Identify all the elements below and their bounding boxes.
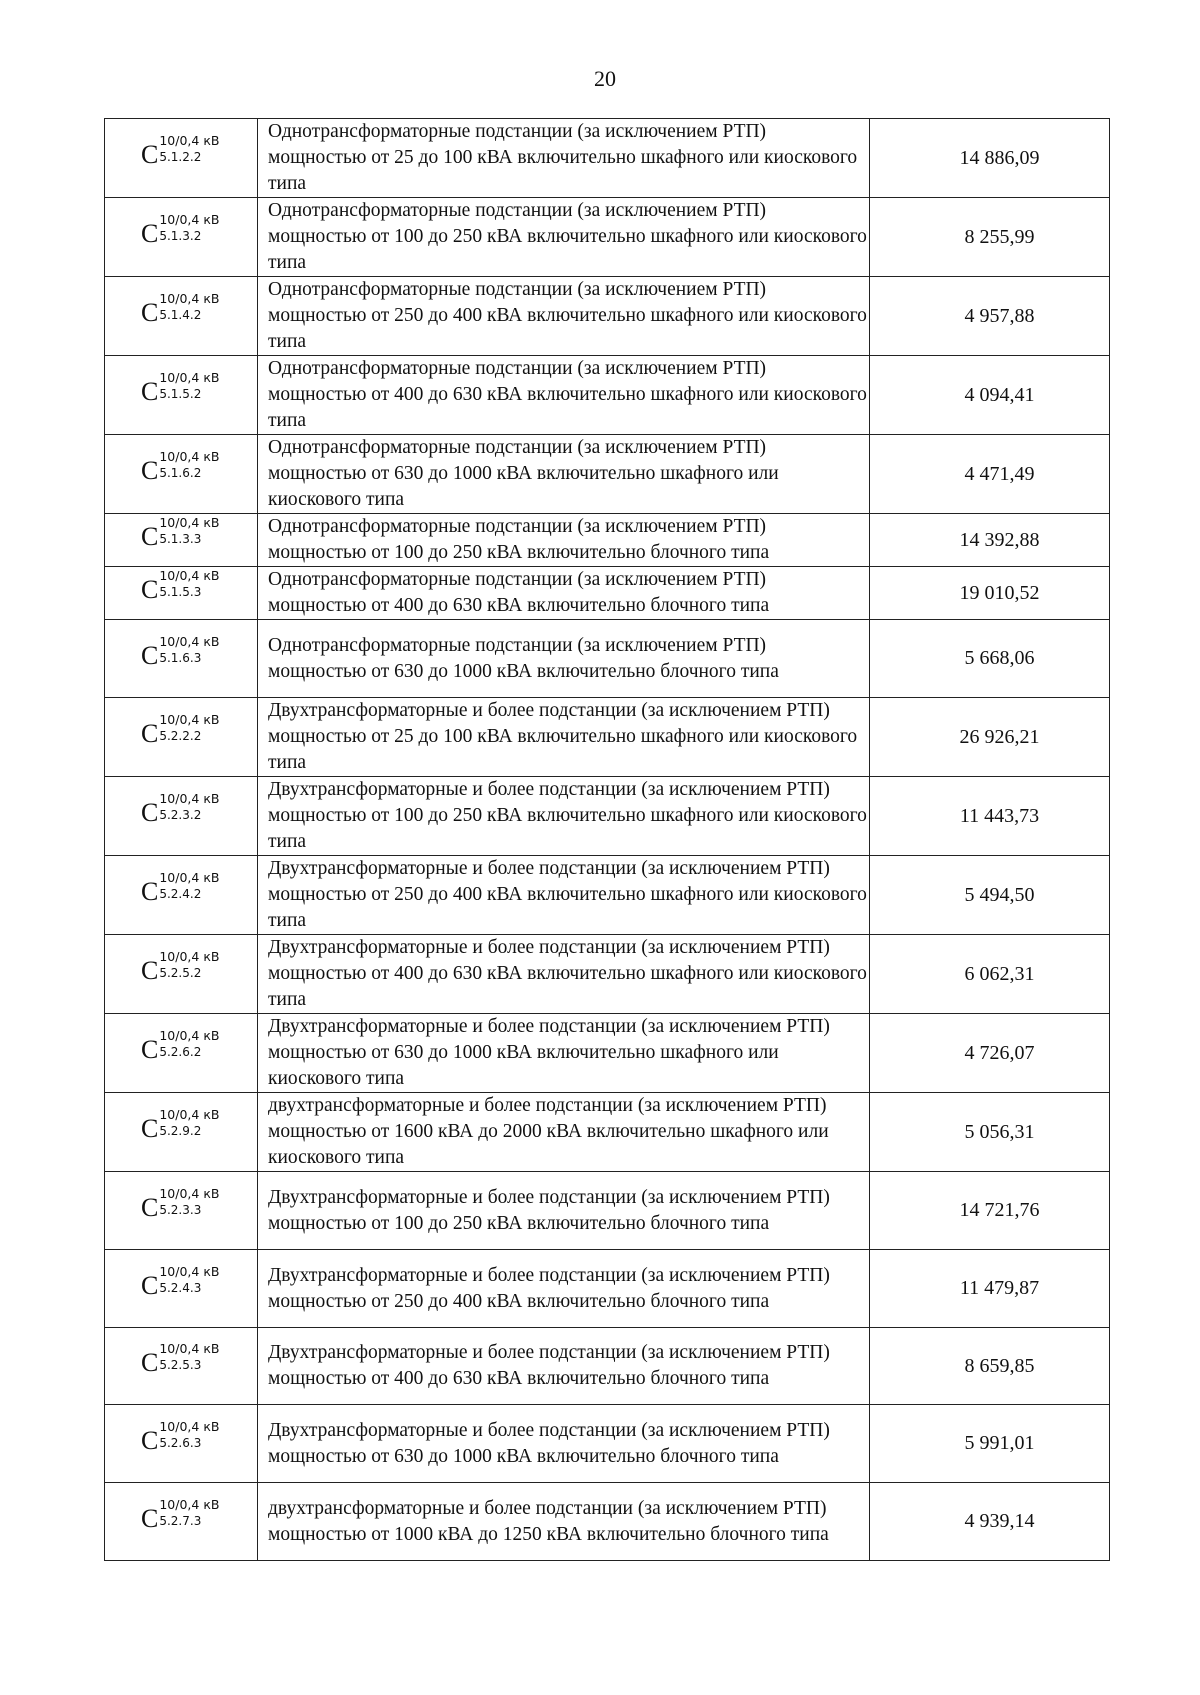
rate-symbol-letter: C — [141, 219, 159, 248]
rates-table — [104, 118, 1110, 1561]
table-row — [105, 119, 1110, 198]
rate-code: 5.2.5.2 — [159, 966, 202, 980]
rate-symbol-superscript: 10/0,4 кВ — [159, 1496, 220, 1512]
substation-description: Двухтрансформаторные и более подстанции (за исключением РТП) мощностью от 250 до 400 кВА включительно шкафного или киоскового типа — [258, 856, 870, 935]
table-row — [105, 435, 1110, 514]
rate-symbol-letter: C — [141, 798, 159, 827]
rate-code-cell — [105, 567, 258, 620]
rate-value: 4 726,07 — [870, 1014, 1110, 1093]
substation-description: Однотрансформаторные подстанции (за исключением РТП) мощностью от 400 до 630 кВА включительно блочного типа — [258, 567, 870, 620]
rate-code: 5.1.5.2 — [159, 387, 202, 401]
table-row — [105, 620, 1110, 698]
rate-symbol-superscript: 10/0,4 кВ — [159, 568, 220, 583]
rate-code: 5.2.4.2 — [159, 887, 202, 901]
rate-symbol — [141, 516, 219, 552]
substation-description: Двухтрансформаторные и более подстанции (за исключением РТП) мощностью от 630 до 1000 кВА включительно шкафного или киоскового типа — [258, 1014, 870, 1093]
rate-code-cell — [105, 935, 258, 1014]
rate-symbol-superscript: 10/0,4 кВ — [159, 1341, 220, 1356]
rate-code: 5.1.2.2 — [159, 150, 202, 164]
rate-symbol-superscript: 10/0,4 кВ — [159, 1028, 220, 1043]
rate-symbol — [141, 713, 219, 749]
substation-description: Однотрансформаторные подстанции (за исключением РТП) мощностью от 25 до 100 кВА включительно шкафного или киоскового типа — [258, 119, 870, 198]
rate-symbol — [141, 950, 219, 986]
rate-value: 19 010,52 — [870, 567, 1110, 620]
rate-code: 5.2.3.3 — [159, 1202, 202, 1217]
table-row — [105, 1405, 1110, 1483]
rate-value: 4 939,14 — [870, 1483, 1110, 1561]
rate-symbol — [141, 292, 219, 328]
table-row — [105, 1172, 1110, 1250]
rate-symbol — [141, 134, 219, 170]
substation-description: Двухтрансформаторные и более подстанции (за исключением РТП) мощностью от 400 до 630 кВА включительно шкафного или киоскового типа — [258, 935, 870, 1014]
rate-symbol — [141, 1108, 219, 1144]
rate-code-cell — [105, 1014, 258, 1093]
rate-value: 4 957,88 — [870, 277, 1110, 356]
rate-symbol — [141, 1029, 219, 1065]
rate-symbol-letter: C — [141, 377, 159, 406]
rate-value: 4 471,49 — [870, 435, 1110, 514]
substation-description: двухтрансформаторные и более подстанции (за исключением РТП) мощностью от 1600 кВА до 2000 кВА включительно шкафного или киоскового типа — [258, 1093, 870, 1172]
rate-code: 5.2.2.2 — [159, 729, 202, 743]
rate-code: 5.2.3.2 — [159, 808, 202, 822]
rate-symbol-superscript: 10/0,4 кВ — [159, 949, 220, 964]
rate-symbol-superscript: 10/0,4 кВ — [159, 870, 220, 885]
rate-symbol-superscript: 10/0,4 кВ — [159, 449, 220, 464]
table-row — [105, 567, 1110, 620]
rate-symbol — [141, 792, 219, 828]
rate-value: 11 443,73 — [870, 777, 1110, 856]
rate-symbol-superscript: 10/0,4 кВ — [159, 291, 220, 306]
rate-code: 5.2.5.3 — [159, 1358, 202, 1372]
rate-code: 5.1.3.2 — [159, 229, 202, 243]
substation-description: Однотрансформаторные подстанции (за исключением РТП) мощностью от 100 до 250 кВА включительно блочного типа — [258, 514, 870, 567]
table-row — [105, 356, 1110, 435]
rate-value: 5 494,50 — [870, 856, 1110, 935]
rate-symbol — [141, 1420, 219, 1456]
rate-value: 5 056,31 — [870, 1093, 1110, 1172]
rate-code-cell — [105, 1483, 258, 1561]
table-row — [105, 698, 1110, 777]
substation-description: Двухтрансформаторные и более подстанции (за исключением РТП) мощностью от 400 до 630 кВА включительно блочного типа — [258, 1328, 870, 1405]
rate-symbol-letter: C — [141, 1348, 159, 1377]
rate-symbol-superscript: 10/0,4 кВ — [159, 1107, 220, 1122]
rate-symbol — [141, 213, 219, 249]
rate-symbol-superscript: 10/0,4 кВ — [159, 633, 220, 649]
table-row — [105, 777, 1110, 856]
rate-symbol-letter: C — [141, 1425, 159, 1455]
rate-value: 5 668,06 — [870, 620, 1110, 698]
rate-code-cell — [105, 620, 258, 698]
rate-code-cell — [105, 777, 258, 856]
rate-symbol-superscript: 10/0,4 кВ — [159, 515, 220, 530]
substation-description: Двухтрансформаторные и более подстанции (за исключением РТП) мощностью от 630 до 1000 кВА включительно блочного типа — [258, 1405, 870, 1483]
table-row — [105, 1250, 1110, 1328]
rate-symbol — [141, 1187, 219, 1223]
rate-symbol — [141, 371, 219, 407]
rate-symbol-letter: C — [141, 1270, 159, 1300]
substation-description: Однотрансформаторные подстанции (за исключением РТП) мощностью от 400 до 630 кВА включительно шкафного или киоскового типа — [258, 356, 870, 435]
rate-value: 14 721,76 — [870, 1172, 1110, 1250]
rate-code-cell — [105, 356, 258, 435]
rate-value: 14 392,88 — [870, 514, 1110, 567]
rate-symbol — [141, 1265, 219, 1301]
rate-symbol-letter: C — [141, 522, 159, 551]
rate-symbol-letter: C — [141, 1035, 159, 1064]
substation-description: Двухтрансформаторные и более подстанции (за исключением РТП) мощностью от 250 до 400 кВА включительно блочного типа — [258, 1250, 870, 1328]
rate-code-cell — [105, 435, 258, 514]
rate-code-cell — [105, 698, 258, 777]
rate-symbol — [141, 871, 219, 907]
rate-value: 4 094,41 — [870, 356, 1110, 435]
rate-symbol-letter: C — [141, 1192, 159, 1222]
rate-symbol-letter: C — [141, 140, 159, 169]
rate-code: 5.1.5.3 — [159, 585, 202, 599]
substation-description: Двухтрансформаторные и более подстанции (за исключением РТП) мощностью от 100 до 250 кВА включительно блочного типа — [258, 1172, 870, 1250]
rate-symbol-superscript: 10/0,4 кВ — [159, 712, 220, 727]
rate-value: 14 886,09 — [870, 119, 1110, 198]
rate-symbol-letter: C — [141, 956, 159, 985]
rate-symbol-superscript: 10/0,4 кВ — [159, 212, 220, 227]
rate-symbol-superscript: 10/0,4 кВ — [159, 791, 220, 806]
rate-code: 5.1.4.2 — [159, 308, 202, 322]
rate-code: 5.1.6.2 — [159, 466, 202, 480]
table-row — [105, 1328, 1110, 1405]
rate-value: 5 991,01 — [870, 1405, 1110, 1483]
substation-description: Двухтрансформаторные и более подстанции (за исключением РТП) мощностью от 25 до 100 кВА включительно шкафного или киоскового типа — [258, 698, 870, 777]
rate-code-cell — [105, 119, 258, 198]
rate-symbol — [141, 569, 219, 605]
rate-code-cell — [105, 856, 258, 935]
table-row — [105, 1483, 1110, 1561]
rate-symbol-letter: C — [141, 1114, 159, 1143]
rate-value: 26 926,21 — [870, 698, 1110, 777]
rate-code: 5.2.9.2 — [159, 1124, 202, 1138]
rate-code: 5.2.6.3 — [159, 1435, 202, 1450]
rate-symbol-letter: C — [141, 719, 159, 748]
rate-symbol-superscript: 10/0,4 кВ — [159, 370, 220, 385]
table-row — [105, 277, 1110, 356]
rate-code: 5.1.6.3 — [159, 650, 202, 665]
page-number: 20 — [594, 66, 616, 91]
rate-symbol — [141, 450, 219, 486]
rate-value: 8 255,99 — [870, 198, 1110, 277]
rate-code-cell — [105, 277, 258, 356]
rate-symbol — [141, 635, 219, 671]
table-row — [105, 856, 1110, 935]
rate-code-cell — [105, 1172, 258, 1250]
rate-symbol-letter: C — [141, 877, 159, 906]
substation-description: Двухтрансформаторные и более подстанции (за исключением РТП) мощностью от 100 до 250 кВА включительно шкафного или киоскового типа — [258, 777, 870, 856]
table-row — [105, 1093, 1110, 1172]
rate-symbol-superscript: 10/0,4 кВ — [159, 1263, 220, 1279]
rate-value: 6 062,31 — [870, 935, 1110, 1014]
rate-symbol — [141, 1498, 219, 1534]
rate-code-cell — [105, 1250, 258, 1328]
substation-description: Однотрансформаторные подстанции (за исключением РТП) мощностью от 630 до 1000 кВА включительно шкафного или киоскового типа — [258, 435, 870, 514]
rate-symbol-superscript: 10/0,4 кВ — [159, 133, 220, 148]
rate-code-cell — [105, 1328, 258, 1405]
rates-table-body — [105, 119, 1110, 1561]
rate-code-cell — [105, 198, 258, 277]
substation-description: Однотрансформаторные подстанции (за исключением РТП) мощностью от 630 до 1000 кВА включительно блочного типа — [258, 620, 870, 698]
rate-symbol-letter: C — [141, 456, 159, 485]
rate-code-cell — [105, 514, 258, 567]
rate-value: 8 659,85 — [870, 1328, 1110, 1405]
rate-code: 5.2.7.3 — [159, 1513, 202, 1528]
substation-description: Однотрансформаторные подстанции (за исключением РТП) мощностью от 250 до 400 кВА включительно шкафного или киоскового типа — [258, 277, 870, 356]
rate-symbol-superscript: 10/0,4 кВ — [159, 1418, 220, 1434]
rate-code-cell — [105, 1093, 258, 1172]
rate-code: 5.1.3.3 — [159, 532, 202, 546]
table-row — [105, 1014, 1110, 1093]
substation-description: двухтрансформаторные и более подстанции (за исключением РТП) мощностью от 1000 кВА до 1250 кВА включительно блочного типа — [258, 1483, 870, 1561]
table-row — [105, 198, 1110, 277]
rate-value: 11 479,87 — [870, 1250, 1110, 1328]
substation-description: Однотрансформаторные подстанции (за исключением РТП) мощностью от 100 до 250 кВА включительно шкафного или киоскового типа — [258, 198, 870, 277]
table-row — [105, 514, 1110, 567]
rate-symbol — [141, 1342, 219, 1378]
rate-code-cell — [105, 1405, 258, 1483]
table-row — [105, 935, 1110, 1014]
rate-symbol-letter: C — [141, 1503, 159, 1533]
rate-symbol-letter: C — [141, 298, 159, 327]
rate-code: 5.2.6.2 — [159, 1045, 202, 1059]
rate-code: 5.2.4.3 — [159, 1280, 202, 1295]
rate-symbol-superscript: 10/0,4 кВ — [159, 1185, 220, 1201]
rate-symbol-letter: C — [141, 575, 159, 604]
rate-symbol-letter: C — [141, 640, 159, 670]
